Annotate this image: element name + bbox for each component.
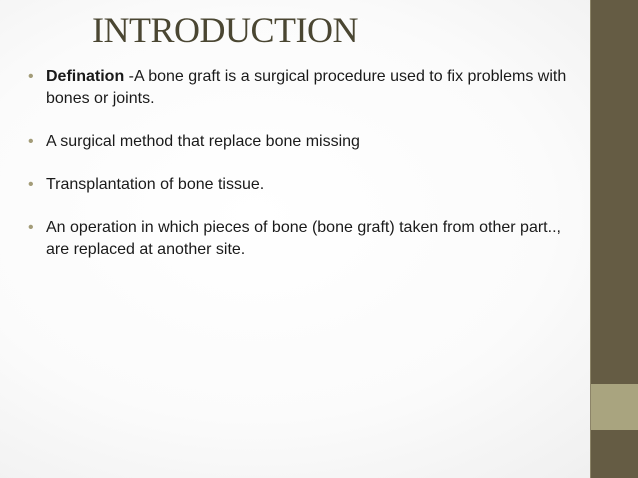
bullet-item-operation [28,217,568,261]
bullet-list [28,66,568,282]
bullet-marker: • [28,219,34,236]
bullet-marker: • [28,68,34,85]
bullet-term: Defination [46,68,125,85]
bullet-marker: • [28,176,34,193]
bullet-item-surgical-method [28,131,568,153]
bullet-text: A surgical method that replace bone missing [46,133,360,150]
slide-title: INTRODUCTION [92,10,358,50]
bullet-item-transplantation [28,174,568,196]
sidebar-accent-block [591,384,638,430]
bullet-text: An operation in which pieces of bone (bone graft) taken from other part.., are replaced at another site. [46,219,561,258]
decorative-sidebar [590,0,638,478]
bullet-marker: • [28,133,34,150]
bullet-text: Transplantation of bone tissue. [46,176,265,193]
bullet-text: -A bone graft is a surgical procedure used to fix problems with bones or joints. [46,68,567,107]
bullet-item-definition [28,66,568,110]
